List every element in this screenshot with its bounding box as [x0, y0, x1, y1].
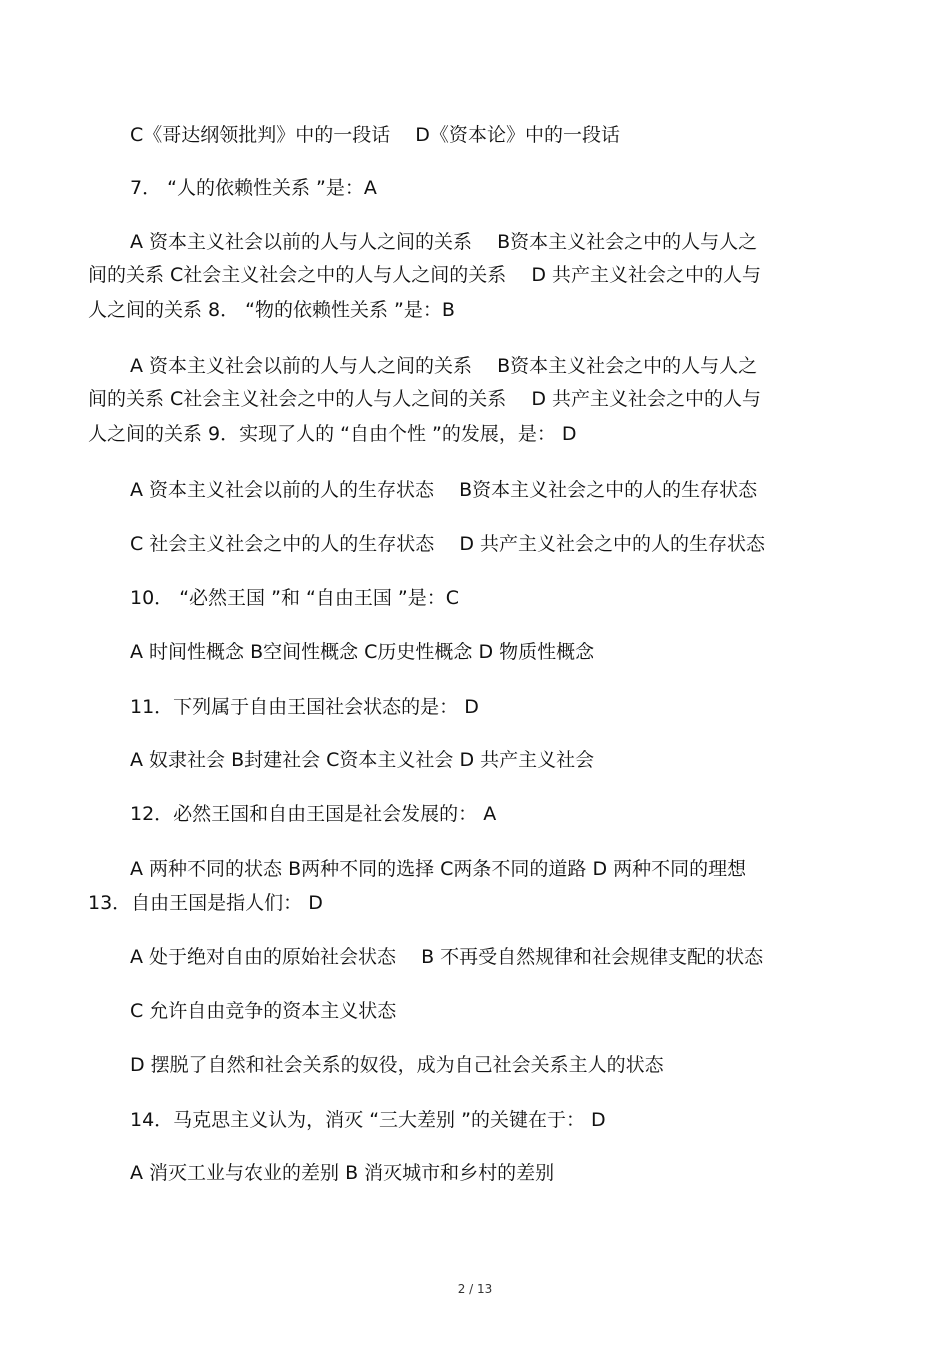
page-total: 13 — [477, 1282, 493, 1296]
question-9: 人之间的关系 9．实现了人的 “自由个性 ”的发展，是： D — [88, 423, 577, 445]
text-line: C 允许自由竞争的资本主义状态 — [130, 1000, 397, 1022]
question-12: 12．必然王国和自由王国是社会发展的： A — [130, 803, 497, 825]
text-line: A 资本主义社会以前的人与人之间的关系 B资本主义社会之中的人与人之 — [130, 355, 758, 377]
text-line: A 资本主义社会以前的人的生存状态 B资本主义社会之中的人的生存状态 — [130, 479, 758, 501]
question-8: 人之间的关系 8． “物的依赖性关系 ”是：B — [88, 299, 455, 321]
text-line: A 消灭工业与农业的差别 B 消灭城市和乡村的差别 — [130, 1162, 555, 1184]
text-line: A 两种不同的状态 B两种不同的选择 C两条不同的道路 D 两种不同的理想 — [130, 858, 747, 880]
text-line: C《哥达纲领批判》中的一段话 D《资本论》中的一段话 — [130, 124, 620, 146]
text-line: A 资本主义社会以前的人与人之间的关系 B资本主义社会之中的人与人之 — [130, 231, 758, 253]
question-13: 13．自由王国是指人们： D — [88, 892, 323, 914]
text-line: C 社会主义社会之中的人的生存状态 D 共产主义社会之中的人的生存状态 — [130, 533, 766, 555]
question-10: 10． “必然王国 ”和 “自由王国 ”是：C — [130, 587, 459, 609]
text-line: A 时间性概念 B空间性概念 C历史性概念 D 物质性概念 — [130, 641, 595, 663]
page-number — [0, 1281, 950, 1297]
text-line: 间的关系 C社会主义社会之中的人与人之间的关系 D 共产主义社会之中的人与 — [88, 388, 762, 410]
page-current: 2 — [457, 1282, 466, 1296]
text-line: 间的关系 C社会主义社会之中的人与人之间的关系 D 共产主义社会之中的人与 — [88, 264, 762, 286]
page-separator: / — [469, 1282, 474, 1296]
question-7: 7． “人的依赖性关系 ”是：A — [130, 177, 377, 199]
text-line: A 处于绝对自由的原始社会状态 B 不再受自然规律和社会规律支配的状态 — [130, 946, 764, 968]
question-14: 14．马克思主义认为，消灭 “三大差别 ”的关键在于： D — [130, 1109, 606, 1131]
text-line: D 摆脱了自然和社会关系的奴役，成为自己社会关系主人的状态 — [130, 1054, 664, 1076]
question-11: 11．下列属于自由王国社会状态的是： D — [130, 696, 479, 718]
text-line: A 奴隶社会 B封建社会 C资本主义社会 D 共产主义社会 — [130, 749, 595, 771]
